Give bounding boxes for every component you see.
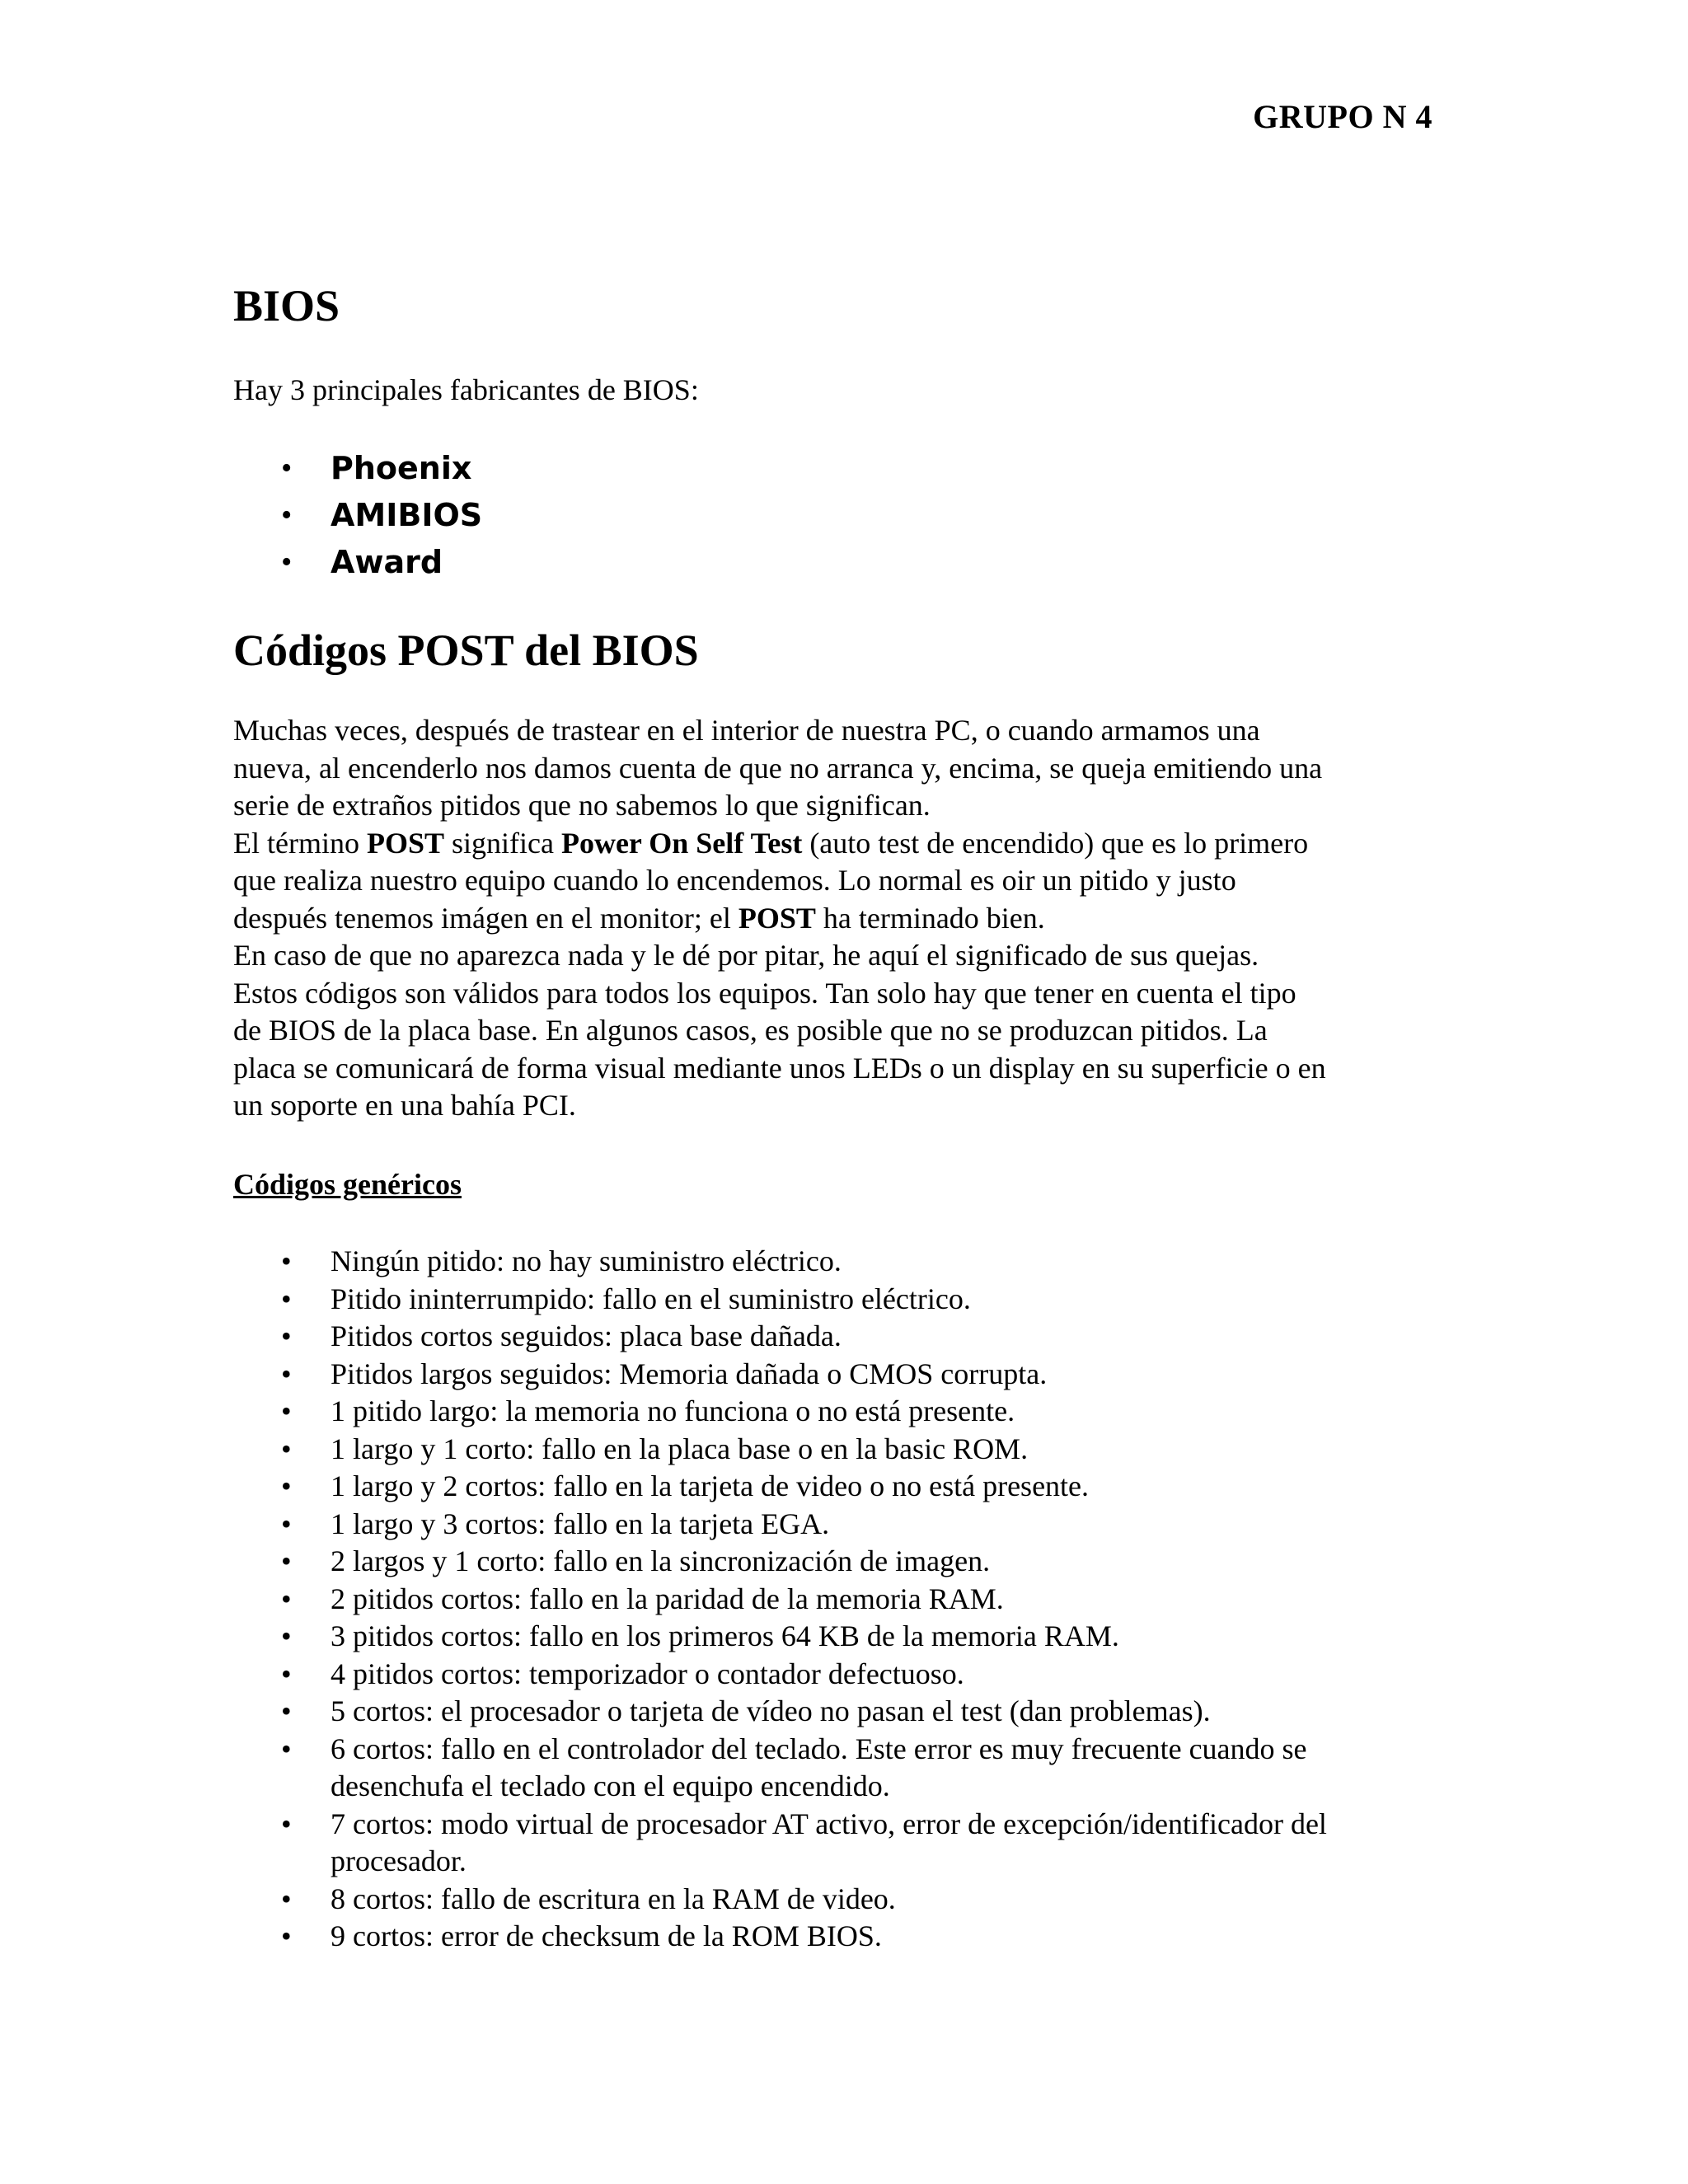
list-item [233, 1318, 1470, 1356]
bullet-icon: • [281, 1919, 292, 1952]
list-item [233, 1731, 1470, 1806]
list-item [233, 1281, 1470, 1319]
list-item [233, 1693, 1470, 1731]
code-text: 1 pitido largo: la memoria no funciona o no está presente. [331, 1394, 1015, 1427]
bullet-icon: • [281, 1732, 292, 1765]
bullet-icon: • [281, 545, 293, 579]
bullet-icon: • [281, 1657, 292, 1690]
generic-codes-list [233, 1243, 1470, 1956]
generic-codes-heading: Códigos genéricos [233, 1168, 462, 1201]
code-text: 9 cortos: error de checksum de la ROM BIOS. [331, 1919, 882, 1952]
list-item [233, 1656, 1470, 1694]
bullet-icon: • [281, 1582, 292, 1615]
list-item [233, 1618, 1470, 1656]
code-text: 1 largo y 1 corto: fallo en la placa base o en la basic ROM. [331, 1432, 1029, 1465]
text-run: después tenemos imágen en el monitor; el [233, 901, 738, 935]
text-run: un soporte en una bahía PCI. [233, 1089, 576, 1122]
paragraph-line [233, 787, 1453, 825]
text-run: nueva, al encenderlo nos damos cuenta de que no arranca y, encima, se queja emitiendo una [233, 751, 1323, 785]
bullet-icon: • [281, 1807, 292, 1840]
text-run-bold: Power On Self Test [560, 826, 803, 860]
paragraph-line [233, 937, 1453, 975]
code-text: Pitidos largos seguidos: Memoria dañada o CMOS corrupta. [331, 1357, 1048, 1390]
text-run: ha terminado bien. [815, 901, 1045, 935]
code-text-continued: desenchufa el teclado con el equipo encendido. [331, 1769, 890, 1802]
bullet-icon: • [281, 1507, 292, 1540]
paragraph-line [233, 975, 1453, 1013]
text-run-bold: POST [366, 826, 444, 860]
list-item [233, 1506, 1470, 1544]
text-run: El término [233, 826, 367, 860]
group-label: GRUPO N 4 [1253, 98, 1432, 135]
list-item [233, 1543, 1470, 1581]
list-item [233, 1581, 1470, 1619]
list-item [233, 1918, 1470, 1956]
paragraph-line [233, 712, 1453, 750]
manufacturer-list [233, 445, 482, 586]
bullet-icon: • [281, 1357, 292, 1390]
bullet-icon: • [281, 1394, 292, 1427]
bullet-icon: • [281, 1432, 292, 1465]
list-item [233, 1881, 1470, 1919]
bullet-icon: • [281, 451, 293, 485]
manufacturer-name: Award [331, 544, 443, 580]
text-run: placa se comunicará de forma visual mediante unos LEDs o un display en su superficie o en [233, 1051, 1326, 1085]
code-text: Pitido ininterrumpido: fallo en el suministro eléctrico. [331, 1282, 971, 1315]
bullet-icon: • [281, 498, 293, 532]
paragraph-line [233, 750, 1453, 788]
code-text: 7 cortos: modo virtual de procesador AT activo, error de excepción/identificador del [331, 1807, 1327, 1840]
bullet-icon: • [281, 1244, 292, 1277]
bullet-icon: • [281, 1469, 292, 1502]
list-item [233, 539, 482, 586]
bios-heading: BIOS [233, 281, 340, 330]
bullet-icon: • [281, 1282, 292, 1315]
code-text: 2 largos y 1 corto: fallo en la sincronización de imagen. [331, 1544, 991, 1577]
bullet-icon: • [281, 1619, 292, 1652]
text-run-bold: POST [738, 901, 816, 935]
paragraph-line [233, 1087, 1453, 1125]
text-run: de BIOS de la placa base. En algunos casos, es posible que no se produzcan pitidos. La [233, 1014, 1268, 1047]
code-text: 4 pitidos cortos: temporizador o contador defectuoso. [331, 1657, 964, 1690]
bios-intro: Hay 3 principales fabricantes de BIOS: [233, 373, 699, 406]
list-item [233, 1431, 1470, 1469]
list-item [233, 1468, 1470, 1506]
list-item [233, 445, 482, 492]
paragraph-line [233, 862, 1453, 900]
text-run: Muchas veces, después de trastear en el interior de nuestra PC, o cuando armamos una [233, 714, 1260, 747]
bullet-icon: • [281, 1319, 292, 1352]
list-item [233, 1806, 1470, 1881]
manufacturer-name: AMIBIOS [331, 497, 483, 533]
bullet-icon: • [281, 1882, 292, 1915]
paragraph-line [233, 1050, 1453, 1088]
text-run: serie de extraños pitidos que no sabemos lo que significan. [233, 789, 931, 822]
bullet-icon: • [281, 1694, 292, 1727]
text-run: que realiza nuestro equipo cuando lo encendemos. Lo normal es oir un pitido y justo [233, 864, 1236, 897]
list-item [233, 492, 482, 539]
code-text: 8 cortos: fallo de escritura en la RAM de video. [331, 1882, 896, 1915]
post-description [233, 712, 1453, 1125]
list-item [233, 1393, 1470, 1431]
paragraph-line [233, 1012, 1453, 1050]
text-run: En caso de que no aparezca nada y le dé por pitar, he aquí el significado de sus quejas. [233, 939, 1259, 972]
code-text: Pitidos cortos seguidos: placa base dañada. [331, 1319, 842, 1352]
code-text-continued: procesador. [331, 1844, 467, 1877]
post-codes-heading: Códigos POST del BIOS [233, 626, 699, 675]
code-text: 6 cortos: fallo en el controlador del teclado. Este error es muy frecuente cuando se [331, 1732, 1307, 1765]
code-text: 2 pitidos cortos: fallo en la paridad de la memoria RAM. [331, 1582, 1004, 1615]
text-run: Estos códigos son válidos para todos los equipos. Tan solo hay que tener en cuenta el tipo [233, 976, 1296, 1010]
paragraph-line [233, 825, 1453, 863]
paragraph-line [233, 900, 1453, 938]
bullet-icon: • [281, 1544, 292, 1577]
code-text: 1 largo y 3 cortos: fallo en la tarjeta EGA. [331, 1507, 830, 1540]
code-text: Ningún pitido: no hay suministro eléctrico. [331, 1244, 842, 1277]
code-text: 1 largo y 2 cortos: fallo en la tarjeta de video o no está presente. [331, 1469, 1090, 1502]
code-text: 3 pitidos cortos: fallo en los primeros 64 KB de la memoria RAM. [331, 1619, 1119, 1652]
list-item [233, 1356, 1470, 1394]
text-run: (auto test de encendido) que es lo primero [802, 826, 1309, 860]
text-run: significa [444, 826, 561, 860]
code-text: 5 cortos: el procesador o tarjeta de vídeo no pasan el test (dan problemas). [331, 1694, 1211, 1727]
manufacturer-name: Phoenix [331, 450, 472, 486]
list-item [233, 1243, 1470, 1281]
